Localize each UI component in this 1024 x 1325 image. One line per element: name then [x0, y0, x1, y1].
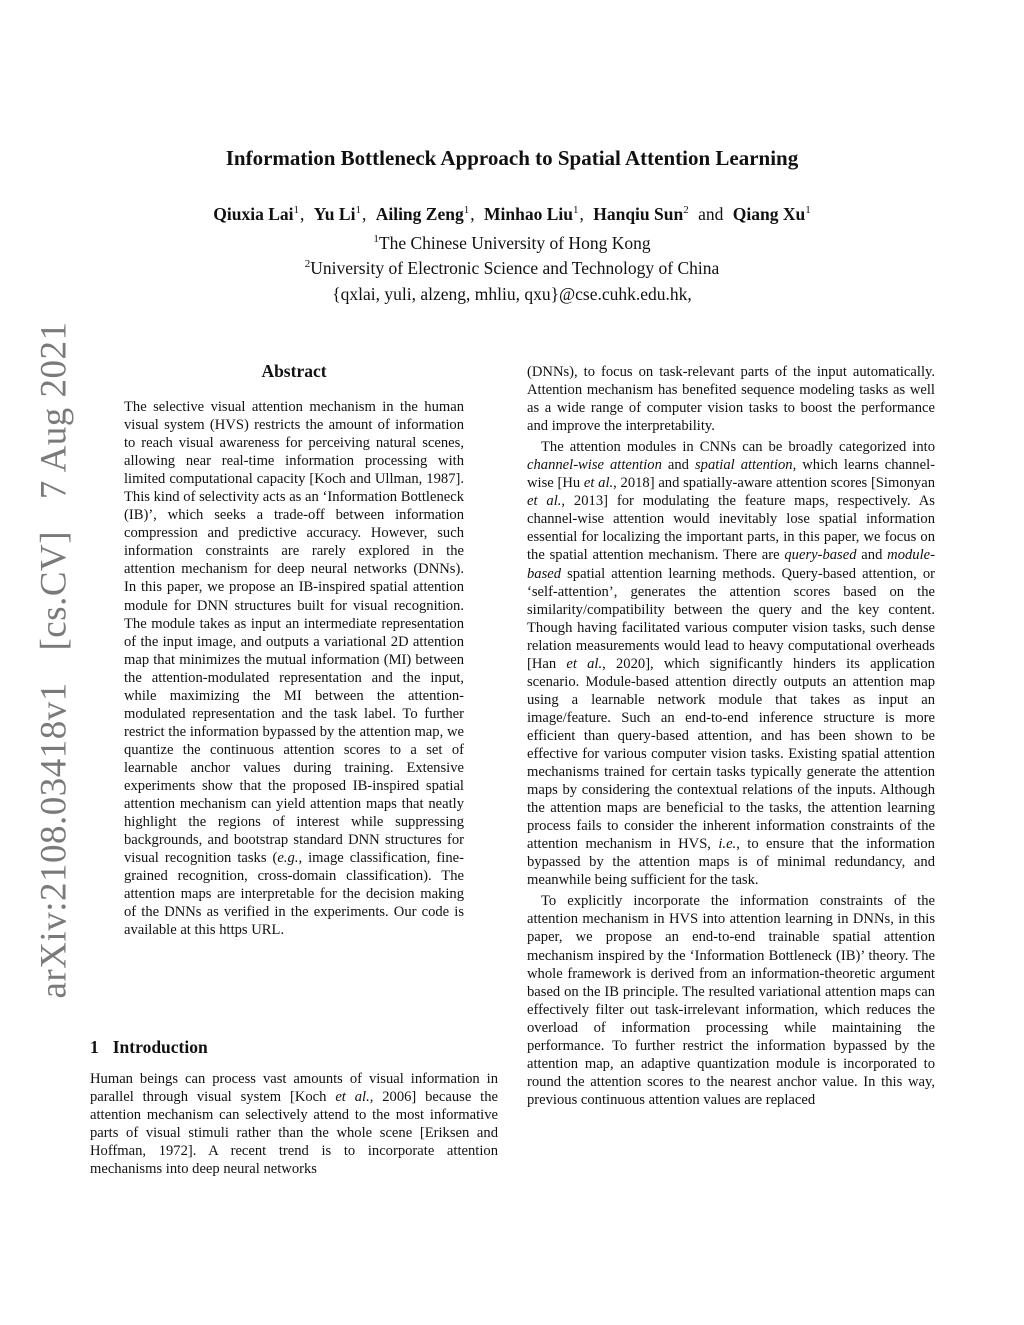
paper-title: Information Bottleneck Approach to Spatial Attention Learning: [225, 146, 799, 170]
arxiv-id: arXiv:2108.03418v1: [33, 682, 75, 999]
intro-paragraph: The attention modules in CNNs can be broadly categorized into channel-wise attention and spatial attention, which learns channel-wise [Hu et al., 2018] and spatially-aware attention scores [Simonyan et al., 2013] for modulating the feature maps, respectively. As channel-wise attention would inevitably lose spatial information essential for localizing the important parts, in this paper, we focus on the spatial attention mechanism. There are query-based and module-based spatial attention learning methods. Query-based attention, or ‘self-attention’, generates the attention scores based on the similarity/compatibility between the query and the key content. Though having facilitated various computer vision tasks, such dense relation measurements would lead to heavy computational overheads [Han et al., 2020], which significantly hinders its application scenario. Module-based attention directly outputs an attention map using a learnable network module that takes as input an image/feature. Such an end-to-end inference structure is more efficient than query-based attention, and has been shown to be effective for various computer vision tasks. Existing spatial attention mechanisms trained for certain tasks typically generate the attention maps by considering the contextual relations of the inputs. Although the attention maps are beneficial to the tasks, the attention learning process fails to consider the inherent information constraints of the attention mechanism in HVS, i.e., to ensure that the information bypassed by the attention maps is of minimal redundancy, and meanwhile being sufficient for the task.: [527, 439, 935, 889]
right-column-text: [527, 363, 935, 1109]
arxiv-identifier-stamp: [33, 321, 76, 998]
author-emails: {qxlai, yuli, alzeng, mhliu, qxu}@cse.cuhk.edu.hk,: [332, 284, 692, 304]
affiliation-name: The Chinese University of Hong Kong: [378, 233, 651, 253]
author-name: Yu Li: [313, 204, 356, 224]
abstract-heading: Abstract: [261, 361, 327, 381]
author-name: Qiang Xu: [732, 204, 806, 224]
author-affiliation-mark: 1: [572, 204, 579, 216]
author-name: Qiuxia Lai: [213, 204, 294, 224]
affiliation-line: [0, 233, 1024, 254]
affiliation-mark: 1: [373, 233, 379, 245]
author-affiliation-mark: 1: [805, 204, 811, 216]
author-name: Ailing Zeng: [375, 204, 464, 224]
author-affiliation-mark: 1: [355, 204, 361, 216]
author-affiliation-mark: 1: [463, 204, 470, 216]
author-affiliation-mark: 2: [683, 204, 689, 216]
section-heading-introduction: [90, 1037, 208, 1058]
abstract-paragraph: The selective visual attention mechanism in the human visual system (HVS) restricts the amount of information to reach visual awareness for perceiving natural scenes, allowing near real-time information processing with limited computational capacity [Koch and Ullman, 1987]. This kind of selectivity acts as an ‘Information Bottleneck (IB)’, which seeks a trade-off between information compression and predictive accuracy. However, such information constraints are rarely explored in the attention mechanism for deep neural networks (DNNs). In this paper, we propose an IB-inspired spatial attention module for DNN structures built for visual recognition. The module takes as input an intermediate representation of the input image, and outputs a variational 2D attention map that minimizes the mutual information (MI) between the attention-modulated representation and the input, while maximizing the MI between the attention-modulated representation and the task label. To further restrict the information bypassed by the attention map, we quantize the continuous attention scores to a set of learnable anchor values during training. Extensive experiments show that the proposed IB-inspired spatial attention mechanism can yield attention maps that neatly highlight the regions of interest while suppressing backgrounds, and bootstrap standard DNN structures for visual recognition tasks (e.g., image classification, fine-grained recognition, cross-domain classification). The attention maps are interpretable for the decision making of the DNNs as verified in the experiments. Our code is available at this https URL.: [124, 399, 464, 939]
intro-paragraph-continued: (DNNs), to focus on task-relevant parts of the input automatically. Attention mechanism has benefited sequence modeling tasks as well as a wide range of computer vision tasks to boost the performance and improve the interpretability.: [527, 364, 935, 435]
affiliation-name: University of Electronic Science and Technology of China: [310, 258, 720, 278]
affiliation-line: [0, 258, 1024, 279]
intro-paragraph: To explicitly incorporate the information constraints of the attention mechanism in HVS into attention learning in DNNs, in this paper, we propose an end-to-end trainable spatial attention mechanism inspired by the ‘Information Bottleneck (IB)’ theory. The whole framework is derived from an information-theoretic argument based on the IB principle. The resulted variational attention maps can effectively filter out task-irrelevant information, which reduces the overload of information processing while maintaining the performance. To further restrict the information bypassed by the attention map, an adaptive quantization module is incorporated to round the attention scores to the nearest anchor value. In this way, previous continuous attention values are replaced: [527, 893, 935, 1108]
author-name: Minhao Liu: [483, 204, 573, 224]
author-name: Hanqiu Sun: [593, 204, 684, 224]
abstract-body: [124, 398, 464, 939]
author-conjunction: and: [698, 204, 724, 224]
affiliation-mark: 2: [304, 258, 311, 270]
section-title: Introduction: [112, 1037, 208, 1057]
section-number: 1: [90, 1037, 99, 1057]
arxiv-date: 7 Aug 2021: [33, 321, 75, 500]
author-affiliation-mark: 1: [293, 204, 300, 216]
author-list: Qiuxia Lai$^1$, Yu Li$^1$, Ailing Zeng$^1$, Minhao Liu$^1$, Hanqiu Sun$^2$ and Qiang Xu$^1$: [213, 204, 811, 224]
intro-paragraph: Human beings can process vast amounts of visual information in parallel through visual system [Koch et al., 2006] because the attention mechanism can selectively attend to the most informative parts of visual stimuli rather than the whole scene [Eriksen and Hoffman, 1972]. A recent trend is to incorporate attention mechanisms into deep neural networks: [90, 1071, 499, 1178]
arxiv-category: [cs.CV]: [33, 530, 75, 651]
